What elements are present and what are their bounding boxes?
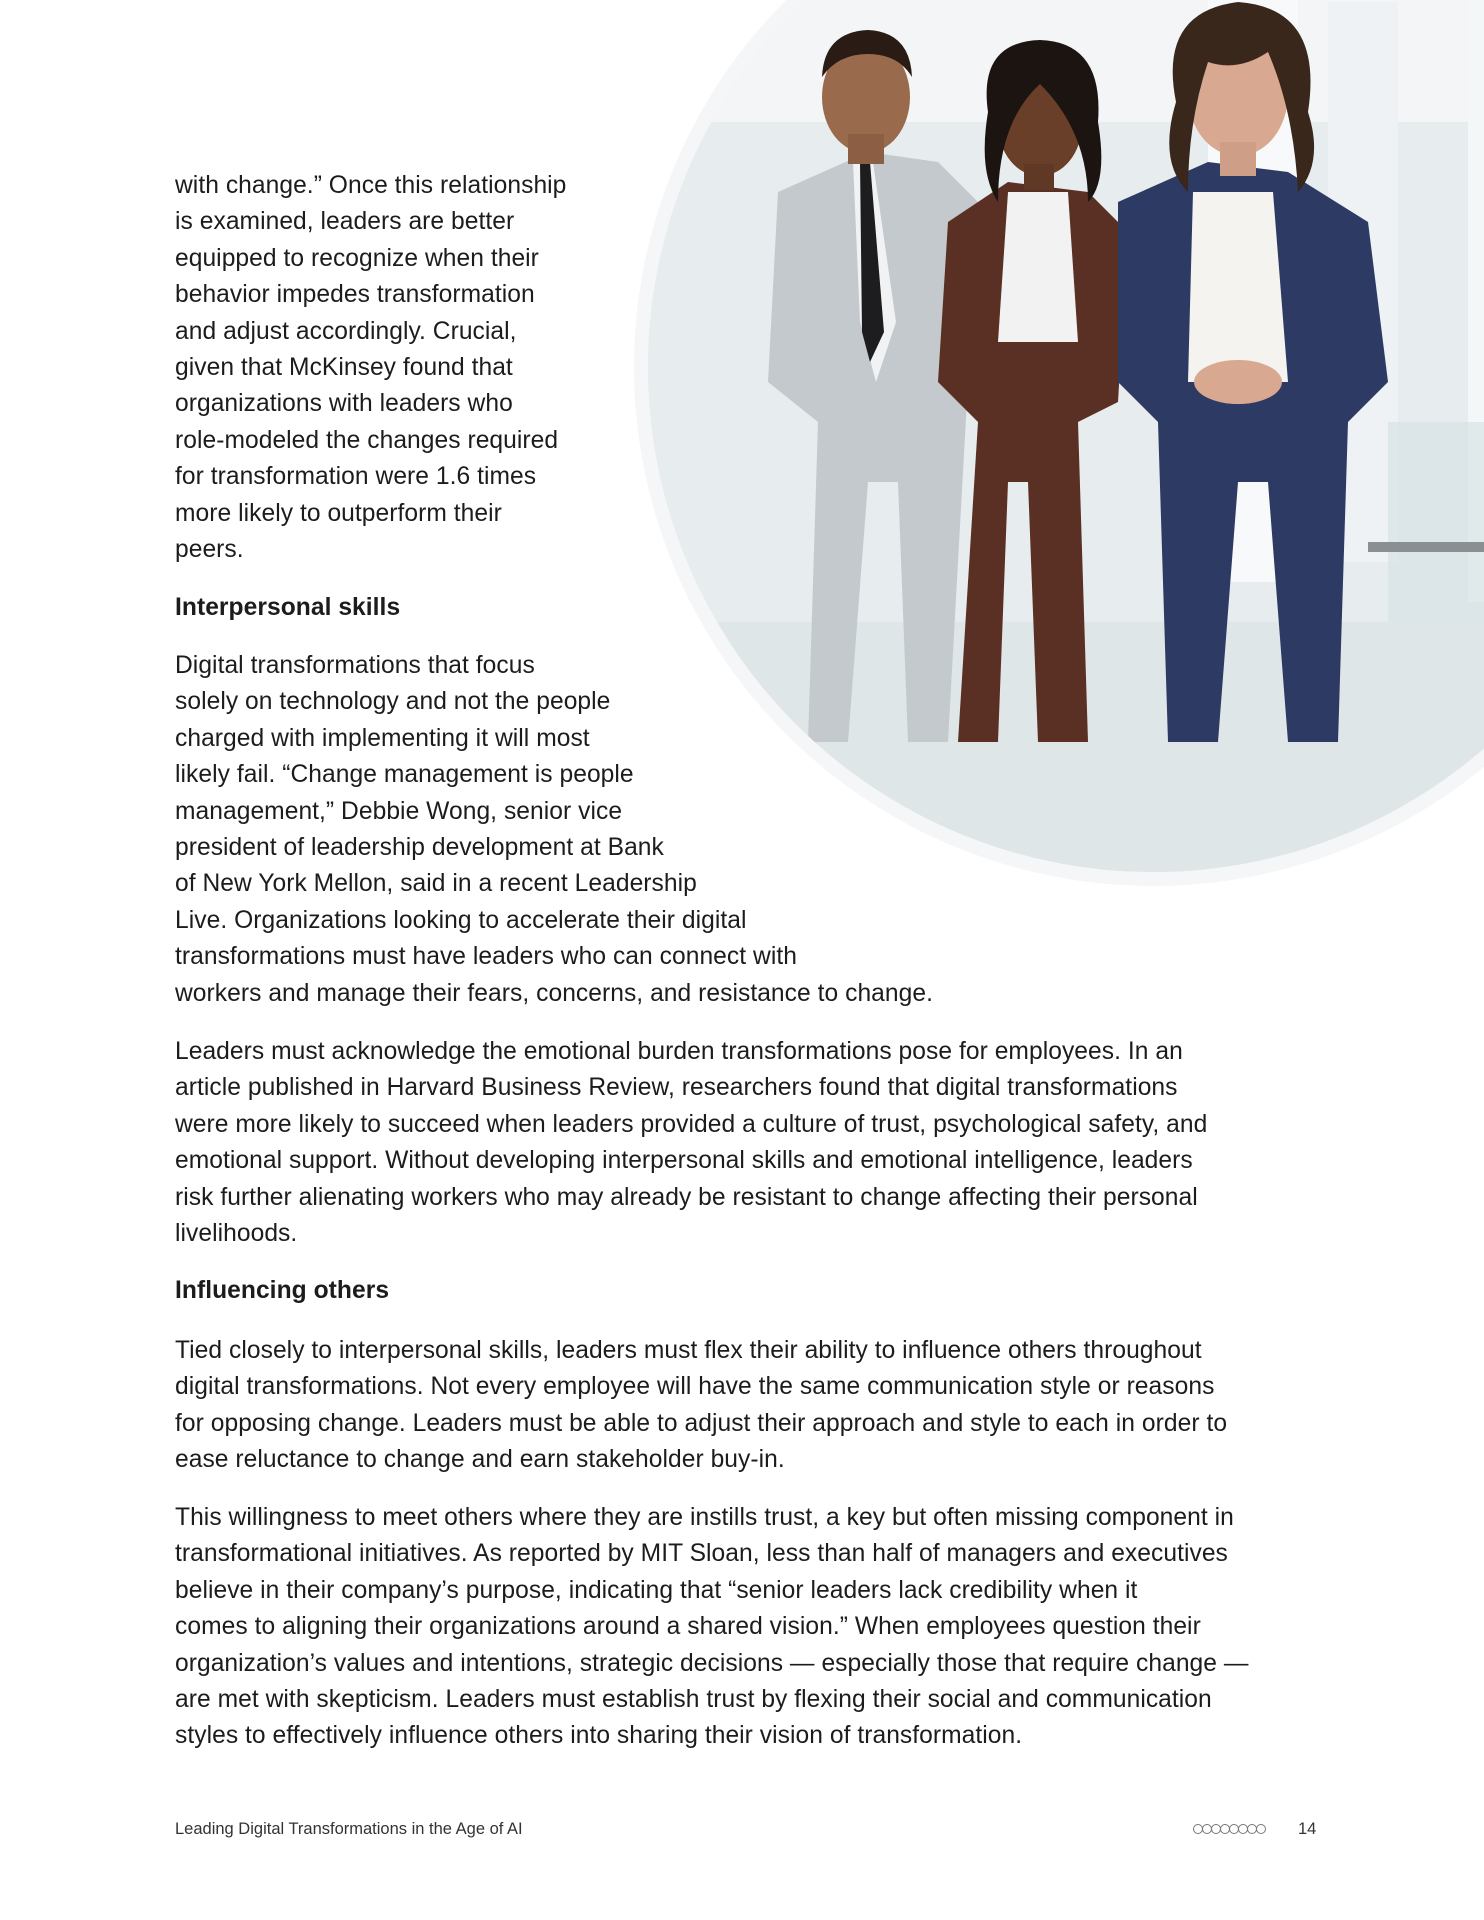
text-line: are met with skepticism. Leaders must establish trust by flexing their social and communication [175, 1686, 1212, 1714]
text-line: organization’s values and intentions, strategic decisions — especially those that require change — [175, 1649, 1249, 1677]
text-line: Leaders must acknowledge the emotional burden transformations pose for employees. In an [175, 1038, 1183, 1065]
text-line: Live. Organizations looking to accelerate their digital [175, 906, 747, 934]
paragraph-lines [175, 168, 566, 568]
text-line: were more likely to succeed when leaders provided a culture of trust, psychological safety, and [175, 1110, 1208, 1138]
text-line: Digital transformations that focus [175, 652, 535, 679]
text-line: role-modeled the changes required [175, 426, 559, 454]
text-line: of New York Mellon, said in a recent Leadership [175, 870, 697, 898]
text-line: transformational initiatives. As reported by MIT Sloan, less than half of managers and executives [175, 1540, 1228, 1568]
text-line: charged with implementing it will most [175, 724, 590, 752]
footer-document-title: Leading Digital Transformations in the Age of AI [175, 1820, 523, 1838]
paragraph-lines [175, 1034, 1207, 1252]
text-line: organizations with leaders who [175, 390, 513, 418]
paragraph-trust [175, 1500, 1249, 1755]
text-line: president of leadership development at Bank [175, 834, 664, 862]
text-line: peers. [175, 536, 244, 564]
section-heading-interpersonal-skills: Interpersonal skills [175, 594, 401, 621]
page-progress-dots [1193, 1824, 1265, 1834]
text-line: digital transformations. Not every employee will have the same communication style or reasons [175, 1373, 1215, 1401]
text-line: Tied closely to interpersonal skills, leaders must flex their ability to influence others throughout [175, 1337, 1202, 1364]
text-line: comes to aligning their organizations around a shared vision.” When employees question their [175, 1613, 1201, 1641]
progress-dot [1256, 1824, 1266, 1834]
paragraph-lines [175, 1333, 1227, 1479]
paragraph-role-modeling [175, 168, 566, 568]
text-line: likely fail. “Change management is people [175, 761, 634, 789]
text-line: livelihoods. [175, 1220, 298, 1248]
paragraph-lines [175, 1500, 1249, 1755]
text-line: emotional support. Without developing interpersonal skills and emotional intelligence, leaders [175, 1147, 1193, 1175]
text-line: This willingness to meet others where they are instills trust, a key but often missing component in [175, 1504, 1234, 1531]
text-line: ease reluctance to change and earn stakeholder buy-in. [175, 1446, 785, 1474]
text-line: for transformation were 1.6 times [175, 463, 537, 491]
text-line: for opposing change. Leaders must be able to adjust their approach and style to each in order to [175, 1409, 1228, 1437]
text-line: styles to effectively influence others into sharing their vision of transformation. [175, 1722, 1023, 1750]
text-line: believe in their company’s purpose, indicating that “senior leaders lack credibility when it [175, 1576, 1138, 1604]
paragraph-interpersonal-skills [175, 648, 933, 1012]
paragraph-influencing-others [175, 1333, 1227, 1479]
paragraph-emotional-burden [175, 1034, 1207, 1252]
text-line: with change.” Once this relationship [175, 172, 567, 199]
text-line: and adjust accordingly. Crucial, [175, 317, 517, 345]
text-line: management,” Debbie Wong, senior vice [175, 797, 623, 825]
text-line: solely on technology and not the people [175, 688, 611, 716]
page-number: 14 [1298, 1820, 1317, 1838]
text-line: risk further alienating workers who may already be resistant to change affecting their personal [175, 1183, 1198, 1211]
text-line: more likely to outperform their [175, 499, 502, 527]
text-line: is examined, leaders are better [175, 208, 515, 236]
paragraph-lines [175, 648, 933, 1012]
text-line: article published in Harvard Business Review, researchers found that digital transformations [175, 1074, 1178, 1102]
text-line: equipped to recognize when their [175, 244, 539, 272]
section-heading-influencing-others: Influencing others [175, 1277, 390, 1304]
text-line: workers and manage their fears, concerns, and resistance to change. [175, 979, 933, 1007]
text-line: transformations must have leaders who can connect with [175, 943, 797, 971]
text-line: given that McKinsey found that [175, 354, 513, 382]
text-line: behavior impedes transformation [175, 281, 535, 309]
